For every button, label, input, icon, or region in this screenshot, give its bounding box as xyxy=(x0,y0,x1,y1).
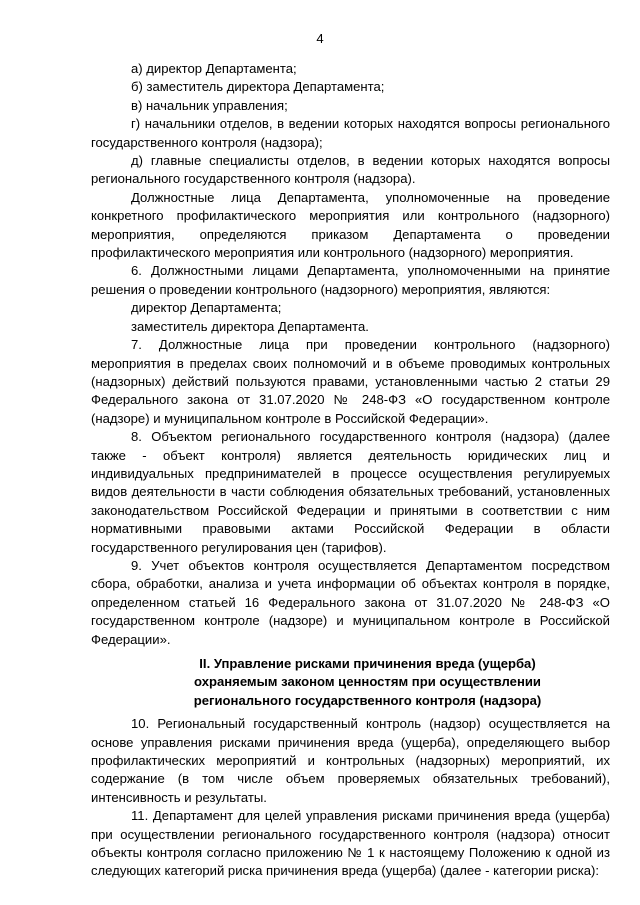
paragraph-11: 11. Департамент для целей управления рисками причинения вреда (ущерба) при осуществлении регионального государственного контроля (надзора) относит объекты контроля согласно приложению № 1 к настоящему Положению к одной из следующих категорий риска причинения вреда (ущерба) (далее - категории риска): xyxy=(91,808,610,879)
paragraph-10: 10. Региональный государственный контроль (надзор) осуществляется на основе управления рисками причинения вреда (ущерба), определяющего выбор профилактических мероприятий и контрольных (надзорных) мероприятий, их содержание (в том числе объем проверяемых обязательных требований), интенсивность и результаты. xyxy=(91,716,610,805)
section-heading-line-2: охраняемым законом ценностям при осуществлении xyxy=(194,674,541,690)
paragraph-6: 6. Должностными лицами Департамента, уполномоченными на принятие решения о проведении контрольного (надзорного) мероприятия, являются: xyxy=(91,263,610,297)
list-item-g: г) начальники отделов, в ведении которых находятся вопросы регионального государственного контроля (надзора); xyxy=(91,116,610,150)
page-number: 4 xyxy=(316,31,324,46)
paragraph-8: 8. Объектом регионального государственного контроля (надзора) (далее также - объект контроля) является деятельность юридических лиц и индивидуальных предпринимателей в процессе осуществления регулируемых видов деятельности в части соблюдения обязательных требований, установленных законодательством Российской Федерации и принятыми в соответствии с ним нормативными правовыми актами Российской Федерации в области государственного регулирования цен (тарифов). xyxy=(91,429,610,555)
document-body xyxy=(91,60,610,881)
list-item-b: б) заместитель директора Департамента; xyxy=(131,79,385,95)
paragraph-7: 7. Должностные лица при проведении контрольного (надзорного) мероприятия в пределах своих полномочий и в объеме проводимых контрольных (надзорных) действий пользуются правами, установленными частью 2 статьи 29 Федерального закона от 31.07.2020 № 248-ФЗ «О государственном контроле (надзоре) и муниципальном контроле в Российской Федерации». xyxy=(91,337,610,426)
section-heading-line-3: регионального государственного контроля (надзора) xyxy=(193,692,542,708)
list-item-a: а) директор Департамента; xyxy=(131,61,297,76)
list-item-director: директор Департамента; xyxy=(131,300,282,316)
list-item-deputy: заместитель директора Департамента. xyxy=(131,318,369,334)
list-item-v: в) начальник управления; xyxy=(131,97,288,113)
paragraph-9: 9. Учет объектов контроля осуществляется Департаментом посредством сбора, обработки, анализа и учета информации об объектах контроля в порядке, определенном статьей 16 Федерального закона от 31.07.2020 № 248-ФЗ «О государственном контроле (надзоре) и муниципальном контроле в Российской Федерации». xyxy=(91,557,610,647)
list-item-d: д) главные специалисты отделов, в ведении которых находятся вопросы регионального государственного контроля (надзора). xyxy=(91,153,610,187)
paragraph-officials: Должностные лица Департамента, уполномоченные на проведение конкретного профилактического мероприятия или контрольного (надзорного) мероприятия, определяются приказом Департамента о проведении профилактического мероприятия или контрольного (надзорного) мероприятия. xyxy=(91,189,610,261)
section-heading-line-1: II. Управление рисками причинения вреда (ущерба) xyxy=(199,656,536,671)
section-heading xyxy=(91,655,610,710)
